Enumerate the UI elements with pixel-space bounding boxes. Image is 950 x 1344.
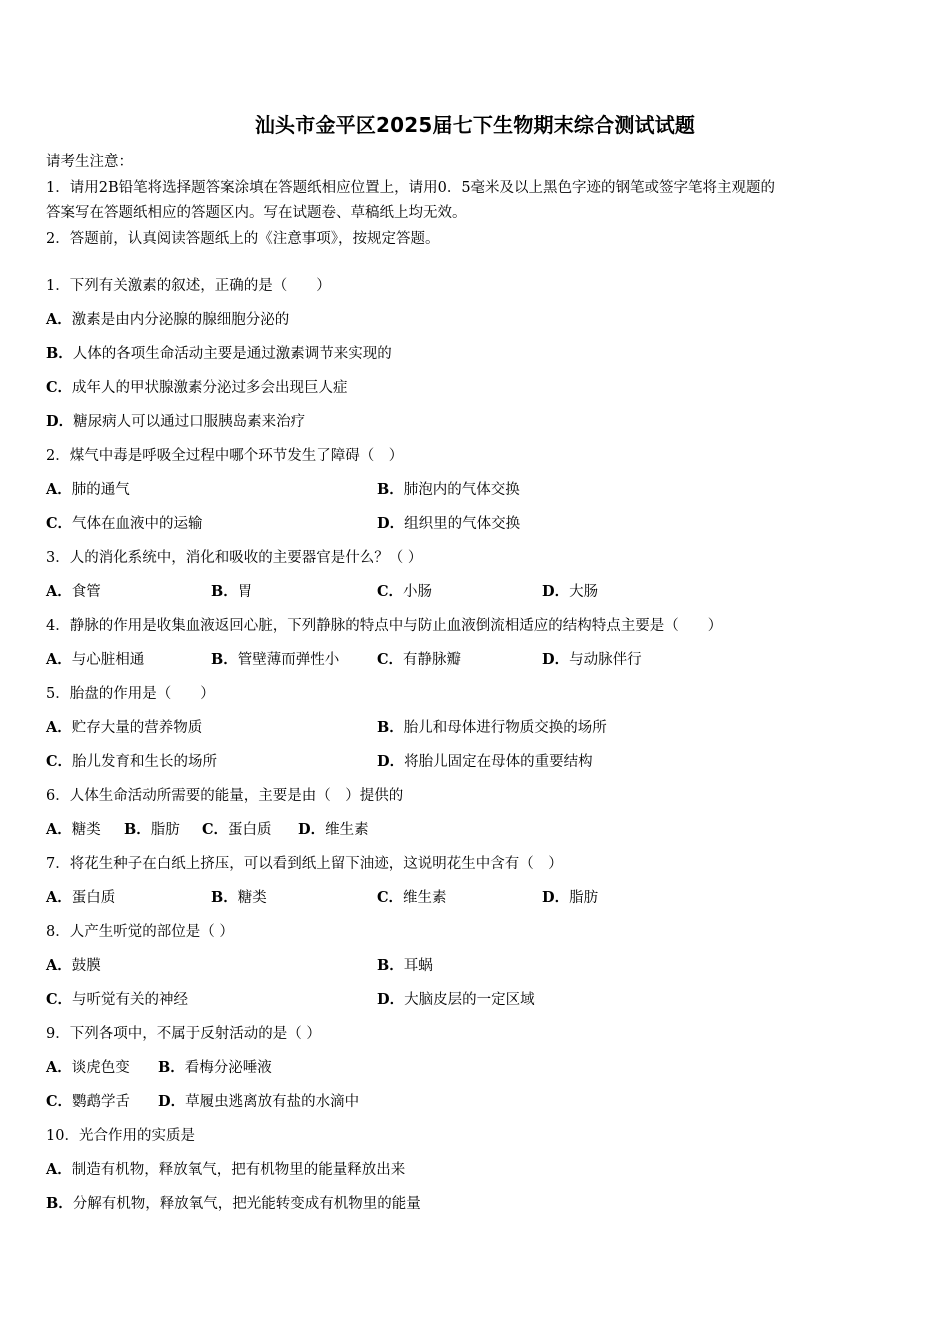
question-7-option-a bbox=[46, 888, 115, 908]
option-letter: A． bbox=[46, 821, 72, 838]
question-8-option-c bbox=[46, 990, 188, 1010]
option-letter: A． bbox=[46, 583, 72, 600]
notice-item-2: 2．答题前，认真阅读答题纸上的《注意事项》，按规定答题。 bbox=[46, 230, 440, 247]
question-3-option-c bbox=[377, 582, 432, 602]
question-1-option-b bbox=[46, 344, 392, 364]
option-text: 与动脉伴行 bbox=[569, 652, 642, 668]
option-letter: D． bbox=[158, 1093, 186, 1110]
question-5-option-d bbox=[377, 752, 593, 772]
question-7-option-b bbox=[211, 888, 267, 908]
option-letter: A． bbox=[46, 957, 72, 974]
option-text: 组织里的气体交换 bbox=[404, 516, 521, 532]
option-letter: B． bbox=[158, 1059, 185, 1076]
question-10-option-b bbox=[46, 1194, 421, 1214]
question-6-option-d bbox=[298, 820, 369, 840]
option-text: 鹦鹉学舌 bbox=[72, 1094, 131, 1110]
option-text: 管壁薄而弹性小 bbox=[237, 652, 340, 668]
question-6-stem: 6．人体生命活动所需要的能量，主要是由（ ）提供的 bbox=[46, 788, 404, 804]
option-letter: A． bbox=[46, 481, 72, 498]
question-1-option-c bbox=[46, 378, 348, 398]
question-3-stem: 3．人的消化系统中，消化和吸收的主要器官是什么？（ ） bbox=[46, 550, 423, 566]
question-9-option-d bbox=[158, 1092, 359, 1112]
option-letter: C． bbox=[46, 1093, 73, 1110]
option-letter: A． bbox=[46, 719, 72, 736]
question-3-option-b bbox=[211, 582, 252, 602]
option-letter: D． bbox=[542, 651, 570, 668]
question-1-option-d bbox=[46, 412, 305, 432]
question-10-stem: 10．光合作用的实质是 bbox=[46, 1128, 195, 1144]
option-text: 分解有机物，释放氧气，把光能转变成有机物里的能量 bbox=[72, 1196, 421, 1212]
option-letter: C． bbox=[377, 651, 404, 668]
option-text: 糖尿病人可以通过口服胰岛素来治疗 bbox=[73, 414, 306, 430]
question-5-option-a bbox=[46, 718, 202, 738]
question-7-option-d bbox=[542, 888, 598, 908]
option-text: 蛋白质 bbox=[71, 890, 116, 906]
option-letter: C． bbox=[202, 821, 229, 838]
question-9-option-b bbox=[158, 1058, 272, 1078]
option-text: 胎儿和母体进行物质交换的场所 bbox=[403, 720, 607, 736]
option-text: 将胎儿固定在母体的重要结构 bbox=[404, 754, 593, 770]
option-letter: D． bbox=[46, 413, 74, 430]
question-2-option-d bbox=[377, 514, 520, 534]
question-4-option-c bbox=[377, 650, 461, 670]
option-text: 蛋白质 bbox=[228, 822, 272, 838]
option-text: 与听觉有关的神经 bbox=[72, 992, 189, 1008]
option-letter: A． bbox=[46, 651, 72, 668]
notice-item-1-line-2: 答案写在答题纸相应的答题区内。写在试题卷、草稿纸上均无效。 bbox=[46, 205, 467, 221]
option-text: 人体的各项生命活动主要是通过激素调节来实现的 bbox=[72, 346, 392, 362]
notice-block bbox=[46, 150, 906, 252]
option-letter: B． bbox=[211, 583, 238, 600]
question-1-option-a bbox=[46, 310, 289, 330]
option-text: 食管 bbox=[71, 584, 101, 600]
option-letter: D． bbox=[298, 821, 326, 838]
question-4-option-d bbox=[542, 650, 642, 670]
page-title: 汕头市金平区2025届七下生物期末综合测试试题 bbox=[254, 113, 696, 137]
option-letter: B． bbox=[46, 1195, 73, 1212]
question-2-option-a bbox=[46, 480, 130, 500]
question-1-stem: 1．下列有关激素的叙述，正确的是（ ） bbox=[46, 278, 331, 294]
option-text: 肺泡内的气体交换 bbox=[403, 482, 520, 498]
option-text: 制造有机物，释放氧气，把有机物里的能量释放出来 bbox=[71, 1162, 406, 1178]
question-8-option-d bbox=[377, 990, 535, 1010]
question-4-stem: 4．静脉的作用是收集血液返回心脏，下列静脉的特点中与防止血液倒流相适应的结构特点主要是（ ） bbox=[46, 618, 723, 634]
option-letter: B． bbox=[124, 821, 151, 838]
option-letter: B． bbox=[211, 889, 238, 906]
option-letter: C． bbox=[46, 379, 73, 396]
option-letter: A． bbox=[46, 1161, 72, 1178]
option-text: 大肠 bbox=[569, 584, 599, 600]
option-letter: D． bbox=[542, 889, 570, 906]
question-4-option-b bbox=[211, 650, 339, 670]
option-text: 草履虫逃离放有盐的水滴中 bbox=[185, 1094, 360, 1110]
option-letter: B． bbox=[211, 651, 238, 668]
option-letter: B． bbox=[377, 957, 404, 974]
option-letter: B． bbox=[46, 345, 73, 362]
option-text: 谈虎色变 bbox=[71, 1060, 130, 1076]
option-text: 小肠 bbox=[403, 584, 433, 600]
question-5-stem: 5．胎盘的作用是（ ） bbox=[46, 686, 215, 702]
option-letter: D． bbox=[377, 991, 405, 1008]
question-2-option-c bbox=[46, 514, 203, 534]
option-letter: B． bbox=[377, 481, 404, 498]
question-2-option-b bbox=[377, 480, 520, 500]
option-text: 脂肪 bbox=[150, 822, 180, 838]
question-3-option-a bbox=[46, 582, 101, 602]
option-text: 看梅分泌唾液 bbox=[184, 1060, 272, 1076]
question-8-stem: 8．人产生听觉的部位是（ ） bbox=[46, 924, 234, 940]
question-9-stem: 9．下列各项中，不属于反射活动的是（ ） bbox=[46, 1026, 321, 1042]
option-letter: C． bbox=[377, 583, 404, 600]
option-text: 激素是由内分泌腺的腺细胞分泌的 bbox=[71, 312, 290, 328]
option-letter: C． bbox=[46, 753, 73, 770]
option-letter: D． bbox=[377, 515, 405, 532]
option-text: 糖类 bbox=[71, 822, 101, 838]
option-text: 大脑皮层的一定区域 bbox=[404, 992, 535, 1008]
option-letter: C． bbox=[46, 991, 73, 1008]
option-letter: D． bbox=[542, 583, 570, 600]
option-text: 胎儿发育和生长的场所 bbox=[72, 754, 218, 770]
question-3-option-d bbox=[542, 582, 598, 602]
option-text: 贮存大量的营养物质 bbox=[71, 720, 203, 736]
option-letter: D． bbox=[377, 753, 405, 770]
question-6-option-c bbox=[202, 820, 272, 840]
option-text: 耳蜗 bbox=[403, 958, 433, 974]
option-letter: B． bbox=[377, 719, 404, 736]
question-9-option-a bbox=[46, 1058, 130, 1078]
option-letter: C． bbox=[377, 889, 404, 906]
option-text: 维生素 bbox=[325, 822, 369, 838]
option-text: 维生素 bbox=[403, 890, 447, 906]
question-6-option-b bbox=[124, 820, 180, 840]
question-5-option-c bbox=[46, 752, 217, 772]
question-7-option-c bbox=[377, 888, 447, 908]
option-letter: A． bbox=[46, 1059, 72, 1076]
question-8-option-b bbox=[377, 956, 433, 976]
option-text: 胃 bbox=[237, 584, 253, 600]
question-10-option-a bbox=[46, 1160, 405, 1180]
option-letter: A． bbox=[46, 311, 72, 328]
question-7-stem: 7．将花生种子在白纸上挤压，可以看到纸上留下油迹，这说明花生中含有（ ） bbox=[46, 856, 563, 872]
option-text: 与心脏相通 bbox=[71, 652, 145, 668]
notice-item-1-line-1: 1．请用2B铅笔将选择题答案涂填在答题纸相应位置上，请用0．5毫米及以上黑色字迹的钢笔或签字笔将主观题的 bbox=[46, 179, 776, 196]
option-text: 成年人的甲状腺激素分泌过多会出现巨人症 bbox=[72, 380, 348, 396]
option-letter: A． bbox=[46, 889, 72, 906]
option-text: 鼓膜 bbox=[71, 958, 101, 974]
option-text: 脂肪 bbox=[569, 890, 599, 906]
question-4-option-a bbox=[46, 650, 144, 670]
notice-heading: 请考生注意： bbox=[46, 154, 133, 170]
option-letter: C． bbox=[46, 515, 73, 532]
option-text: 肺的通气 bbox=[71, 482, 130, 498]
question-2-stem: 2．煤气中毒是呼吸全过程中哪个环节发生了障碍（ ） bbox=[46, 448, 404, 464]
option-text: 糖类 bbox=[237, 890, 267, 906]
option-text: 有静脉瓣 bbox=[403, 652, 462, 668]
question-5-option-b bbox=[377, 718, 607, 738]
question-8-option-a bbox=[46, 956, 101, 976]
question-6-option-a bbox=[46, 820, 101, 840]
question-9-option-c bbox=[46, 1092, 130, 1112]
option-text: 气体在血液中的运输 bbox=[72, 516, 203, 532]
